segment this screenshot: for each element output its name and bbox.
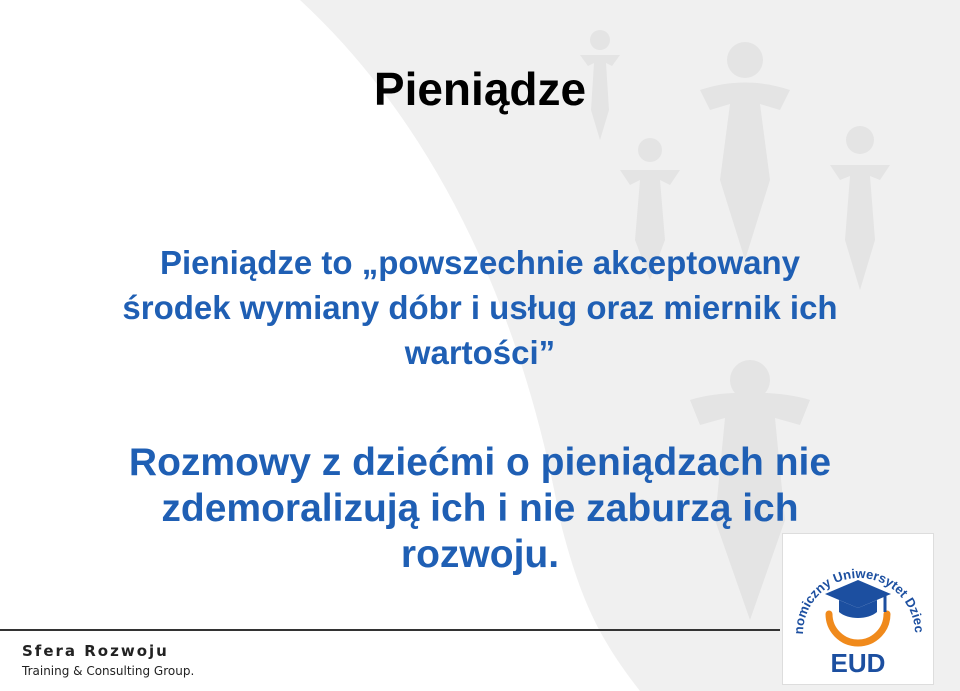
footer-brand	[22, 642, 194, 678]
logo-arc-text: nomiczny Uniwersytet Dziec	[790, 565, 928, 635]
brand-tagline: Training & Consulting Group.	[22, 664, 195, 678]
statement-line: Rozmowy z dziećmi o pieniądzach nie	[128, 441, 832, 484]
logo-acronym: EUD	[830, 648, 886, 678]
graduation-cap-icon	[825, 580, 891, 643]
definition-text	[60, 240, 900, 375]
definition-line: Pieniądze to „powszechnie akceptowany	[159, 244, 800, 281]
statement-line: rozwoju.	[400, 533, 560, 576]
definition-line: wartości”	[404, 334, 556, 371]
eud-logo	[782, 533, 934, 685]
brand-name: Sfera Rozwoju	[22, 642, 169, 660]
statement-text	[60, 440, 900, 578]
definition-line: środek wymiany dóbr i usług oraz miernik ich	[122, 289, 838, 326]
footer-divider	[0, 629, 780, 631]
page-title: Pieniądze	[373, 63, 587, 115]
eud-logo-graphic	[783, 534, 933, 684]
statement-line: zdemoralizują ich i nie zaburzą ich	[161, 487, 799, 530]
